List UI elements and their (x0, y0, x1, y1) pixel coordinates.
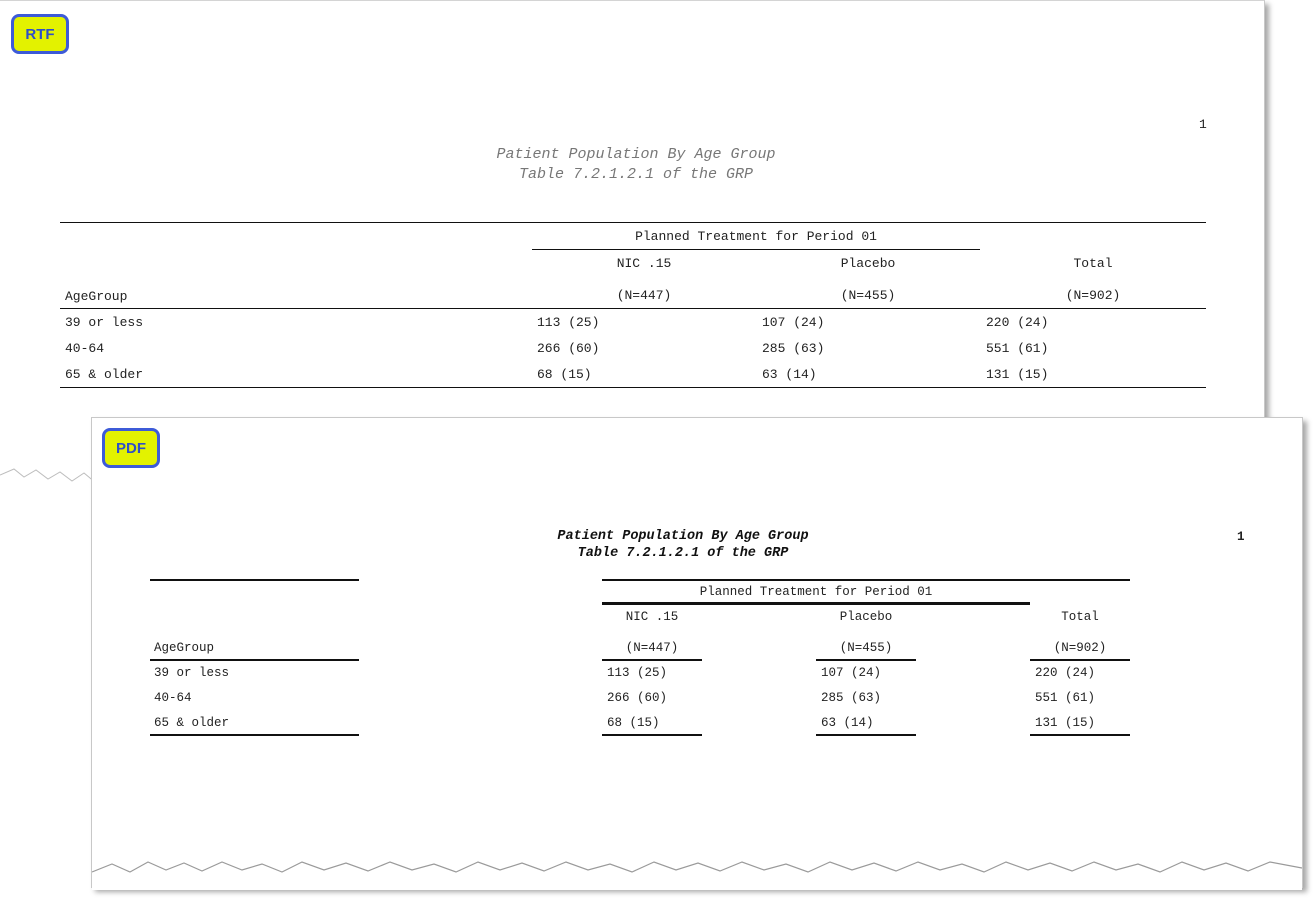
pdf-group-bottom-rule (150, 734, 359, 736)
rtf-row-3-nic: 68 (15) (537, 367, 592, 382)
pdf-total-header-rule (1030, 659, 1130, 661)
pdf-row-2-total: 551 (61) (1035, 691, 1096, 705)
pdf-placebo-bottom-rule (816, 734, 916, 736)
rtf-row-2-group: 40-64 (65, 341, 105, 356)
pdf-title-line-1: Patient Population By Age Group (557, 529, 809, 544)
rtf-row-1-nic: 113 (25) (537, 315, 600, 330)
pdf-row-1-group: 39 or less (154, 666, 230, 680)
pdf-row-3-nic: 68 (15) (607, 716, 660, 730)
pdf-output-sheet (91, 417, 1303, 888)
rtf-col-total: Total (1073, 256, 1113, 271)
rtf-row-3-total: 131 (15) (986, 367, 1049, 382)
pdf-row-2-group: 40-64 (154, 691, 192, 705)
rtf-format-badge: RTF (11, 14, 69, 54)
rtf-table-bottom-rule (60, 387, 1206, 388)
rtf-title-line-1: Patient Population By Age Group (496, 146, 776, 163)
rtf-row-2-total: 551 (61) (986, 341, 1049, 356)
rtf-row-1-placebo: 107 (24) (762, 315, 825, 330)
pdf-col-nic: NIC .15 (625, 610, 679, 624)
rtf-row-1-total: 220 (24) (986, 315, 1049, 330)
rtf-row-1-group: 39 or less (65, 315, 144, 330)
rtf-col-placebo: Placebo (840, 256, 896, 271)
pdf-row-3-group: 65 & older (154, 716, 230, 730)
pdf-treatment-top-rule (602, 579, 1130, 581)
pdf-row-1-placebo: 107 (24) (821, 666, 882, 680)
rtf-table-top-rule (60, 222, 1206, 223)
pdf-col-placebo: Placebo (839, 610, 893, 624)
rtf-title-line-2: Table 7.2.1.2.1 of the GRP (518, 166, 754, 183)
rtf-page-number: 1 (1199, 117, 1207, 132)
rtf-row-3-placebo: 63 (14) (762, 367, 817, 382)
rtf-row-3-group: 65 & older (65, 367, 144, 382)
pdf-nic-bottom-rule (602, 734, 702, 736)
rtf-count-placebo: (N=455) (840, 288, 896, 303)
rtf-row-2-placebo: 285 (63) (762, 341, 825, 356)
pdf-row-2-placebo: 285 (63) (821, 691, 882, 705)
pdf-row-1-total: 220 (24) (1035, 666, 1096, 680)
pdf-group-header-rule (150, 659, 359, 661)
rtf-count-nic: (N=447) (616, 288, 672, 303)
pdf-torn-edge (92, 850, 1302, 890)
rtf-col-nic: NIC .15 (616, 256, 672, 271)
pdf-count-placebo: (N=455) (839, 641, 893, 655)
rtf-row-2-nic: 266 (60) (537, 341, 600, 356)
pdf-row-2-nic: 266 (60) (607, 691, 668, 705)
pdf-count-nic: (N=447) (625, 641, 679, 655)
rtf-spanning-header: Planned Treatment for Period 01 (635, 229, 877, 244)
pdf-page-number: 1 (1237, 530, 1245, 544)
pdf-row-3-placebo: 63 (14) (821, 716, 874, 730)
pdf-spanning-rule (602, 602, 1030, 605)
rtf-spanning-rule (532, 249, 980, 250)
pdf-spanning-header: Planned Treatment for Period 01 (699, 585, 933, 599)
pdf-format-badge: PDF (102, 428, 160, 468)
pdf-row-1-nic: 113 (25) (607, 666, 668, 680)
pdf-title-line-2: Table 7.2.1.2.1 of the GRP (577, 546, 789, 561)
pdf-count-total: (N=902) (1053, 641, 1107, 655)
pdf-nic-header-rule (602, 659, 702, 661)
pdf-col-agegroup: AgeGroup (154, 641, 215, 655)
pdf-col-total: Total (1061, 610, 1099, 624)
pdf-placebo-header-rule (816, 659, 916, 661)
rtf-count-total: (N=902) (1065, 288, 1121, 303)
pdf-total-bottom-rule (1030, 734, 1130, 736)
rtf-col-agegroup: AgeGroup (65, 289, 128, 304)
rtf-header-rule (60, 308, 1206, 309)
pdf-group-top-rule (150, 579, 359, 581)
pdf-row-3-total: 131 (15) (1035, 716, 1096, 730)
